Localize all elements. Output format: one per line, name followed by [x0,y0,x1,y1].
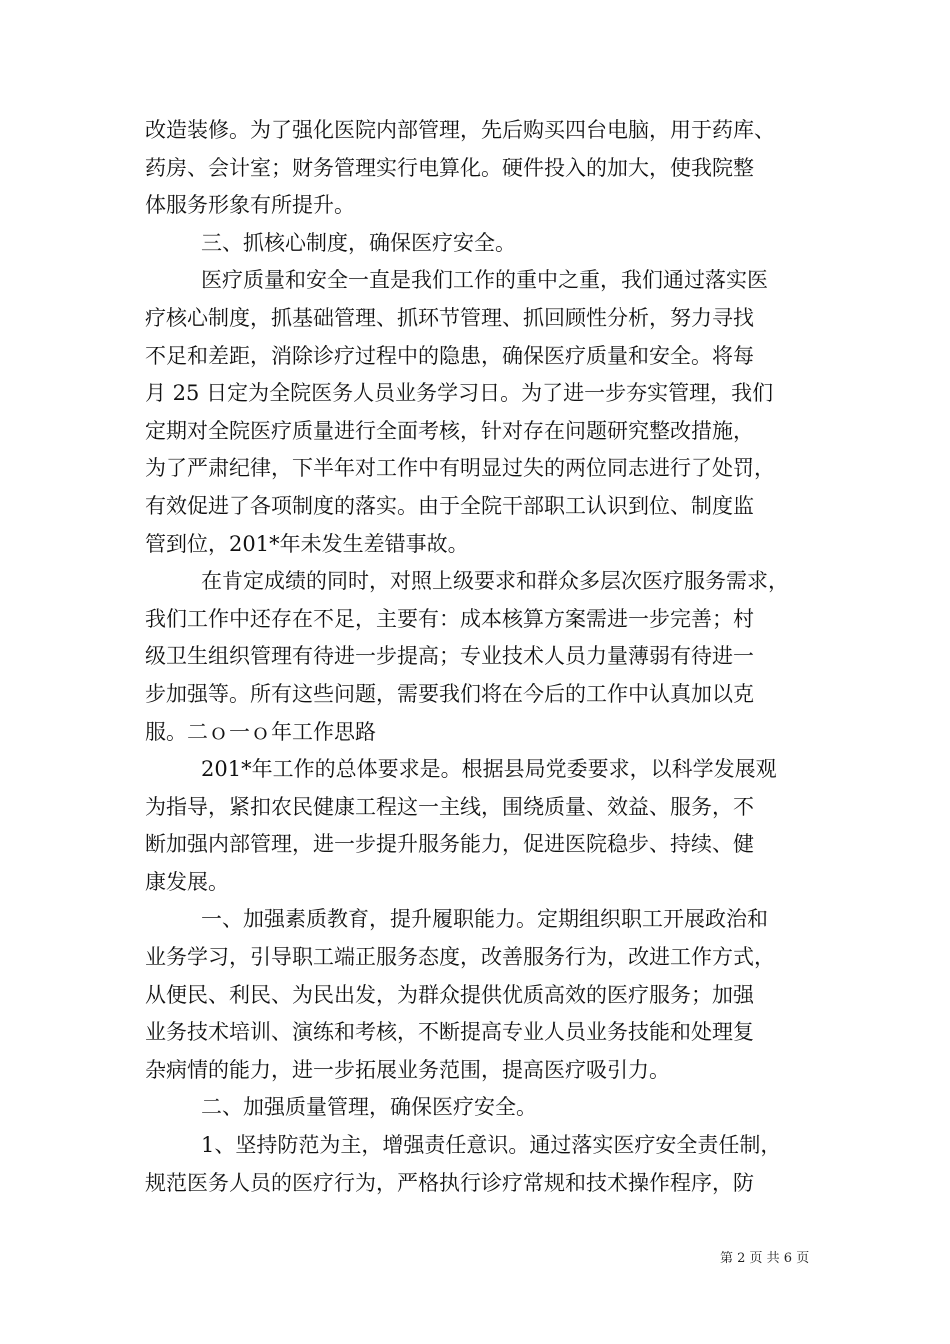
text-line: 我们工作中还存在不足，主要有：成本核算方案需进一步完善；村 [145,606,754,631]
text-line: 不足和差距，消除诊疗过程中的隐患，确保医疗质量和安全。将每 [145,343,754,368]
text-line: 管到位，201*年未发生差错事故。 [145,531,469,556]
text-line: 药房、会计室；财务管理实行电算化。硬件投入的加大，使我院整 [145,155,754,180]
text-line: 步加强等。所有这些问题，需要我们将在今后的工作中认真加以克 [145,681,754,706]
text-line: 服。二ｏ一ｏ年工作思路 [145,719,376,744]
text-line: 月 25 日定为全院医务人员业务学习日。为了进一步夯实管理，我们 [145,381,774,406]
text-line: 改造装修。为了强化医院内部管理，先后购买四台电脑，用于药库、 [145,118,775,142]
text-line: 201*年工作的总体要求是。根据县局党委要求，以科学发展观 [201,757,777,782]
text-line: 业务学习，引导职工端正服务态度，改善服务行为，改进工作方式， [145,945,775,970]
text-line: 业务技术培训、演练和考核，不断提高专业人员业务技能和处理复 [145,1020,754,1045]
text-line: 康发展。 [145,869,229,894]
text-line: 级卫生组织管理有待进一步提高；专业技术人员力量薄弱有待进一 [145,644,754,669]
text-line: 杂病情的能力，进一步拓展业务范围，提高医疗吸引力。 [145,1057,670,1082]
text-line: 为了严肃纪律，下半年对工作中有明显过失的两位同志进行了处罚， [145,456,775,481]
text-line: 三、抓核心制度，确保医疗安全。 [201,230,516,255]
text-line: 1、坚持防范为主，增强责任意识。通过落实医疗安全责任制， [201,1133,782,1158]
text-line: 定期对全院医疗质量进行全面考核，针对存在问题研究整改措施， [145,418,754,443]
text-line: 为指导，紧扣农民健康工程这一主线，围绕质量、效益、服务，不 [145,794,754,819]
page-number-footer: 第 2 页 共 6 页 [720,1251,810,1266]
text-line: 体服务形象有所提升。 [145,193,355,218]
text-line: 断加强内部管理，进一步提升服务能力，促进医院稳步、持续、健 [145,832,754,857]
text-line: 有效促进了各项制度的落实。由于全院干部职工认识到位、制度监 [145,493,754,518]
text-line: 从便民、利民、为民出发，为群众提供优质高效的医疗服务；加强 [145,982,754,1007]
text-line: 一、加强素质教育，提升履职能力。定期组织职工开展政治和 [201,907,768,932]
text-line: 医疗质量和安全一直是我们工作的重中之重，我们通过落实医 [201,268,768,293]
text-line: 疗核心制度，抓基础管理、抓环节管理、抓回顾性分析，努力寻找 [145,305,754,330]
document-body [145,112,813,1202]
text-line: 二、加强质量管理，确保医疗安全。 [201,1095,537,1120]
text-line: 在肯定成绩的同时，对照上级要求和群众多层次医疗服务需求， [201,569,789,594]
text-line: 规范医务人员的医疗行为，严格执行诊疗常规和技术操作程序，防 [145,1170,754,1195]
